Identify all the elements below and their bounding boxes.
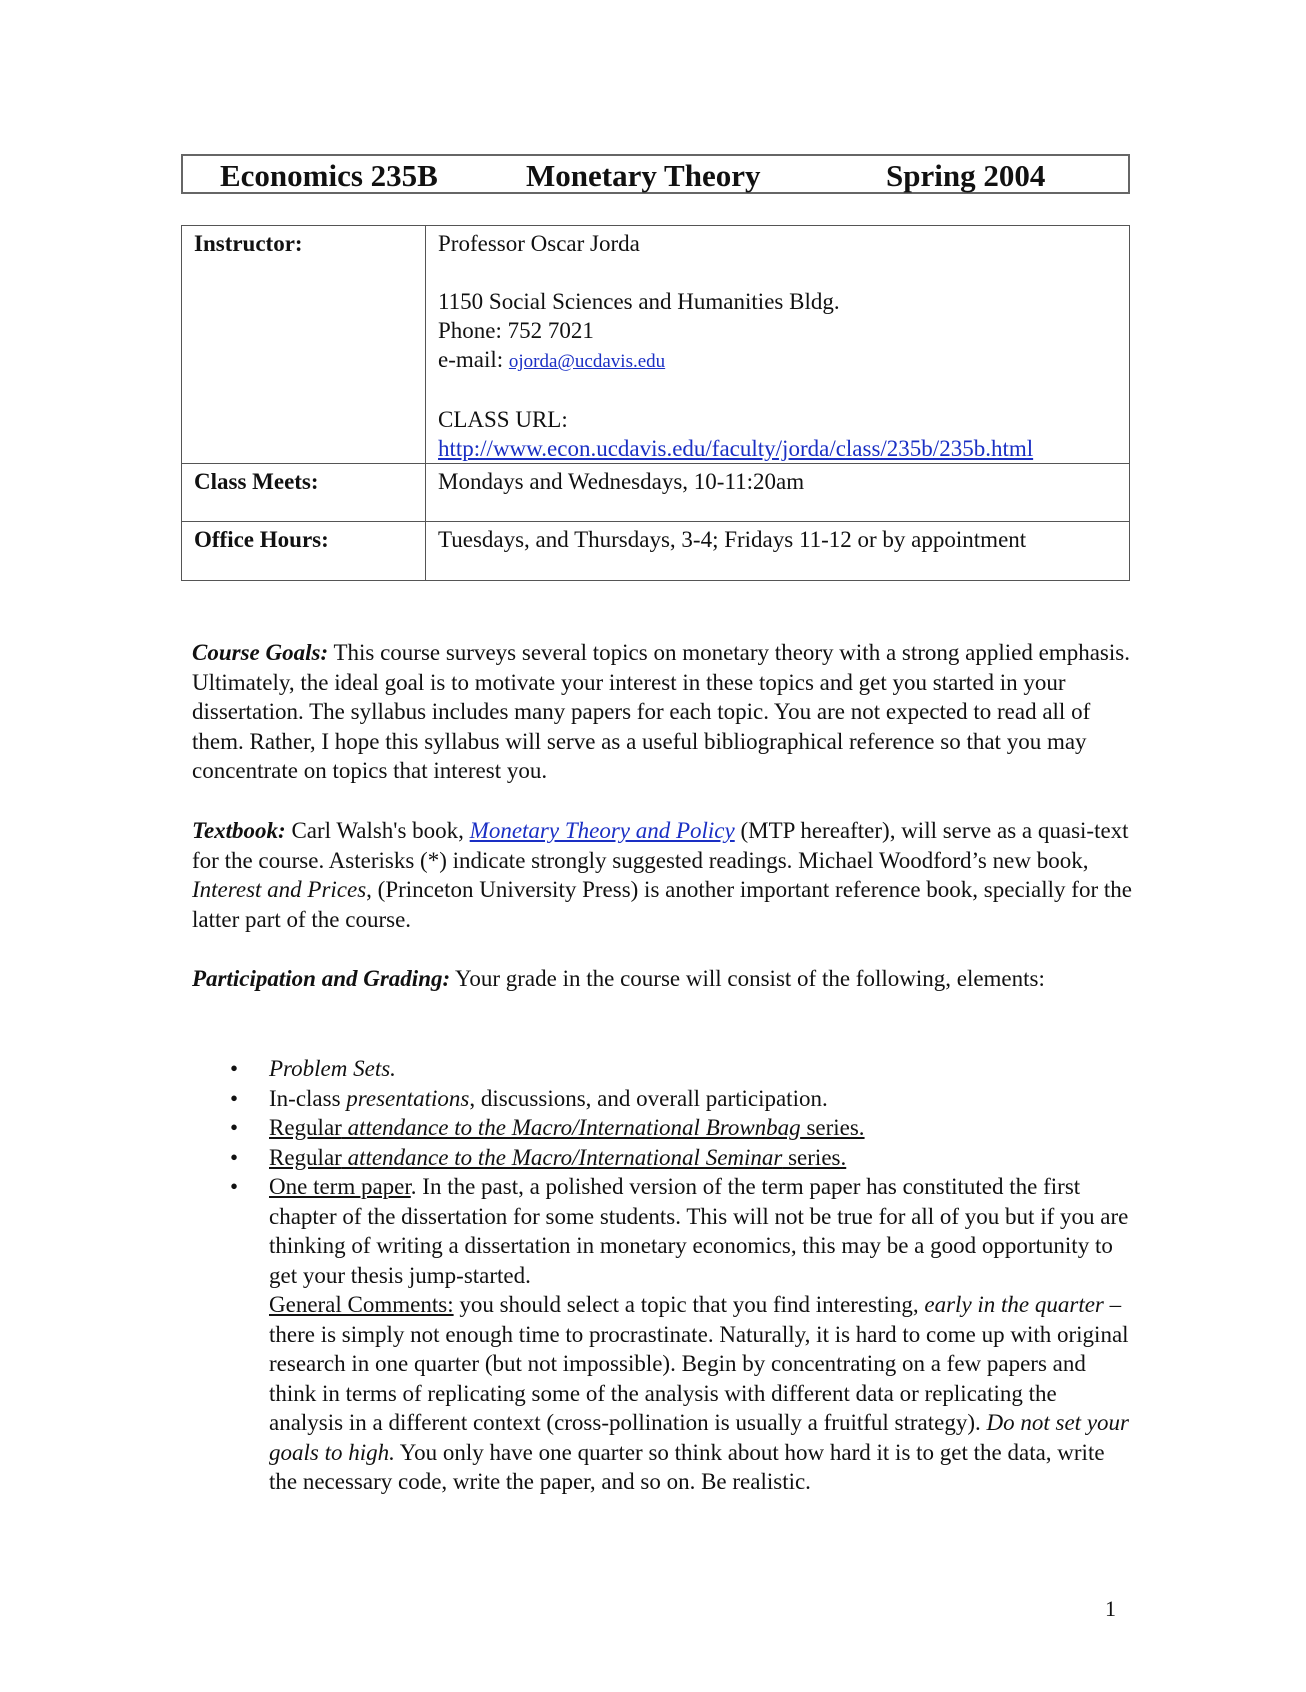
general-comments-text-5: You only have one quarter so think about how hard it is to get the data, write the necessary code, write the paper, and so on. Be realistic.	[269, 1439, 1105, 1494]
email-link[interactable]: ojorda@ucdavis.edu	[508, 351, 666, 372]
textbook-paragraph	[192, 816, 1132, 934]
phone-number: Phone: 752 7021	[438, 318, 594, 343]
list-item	[225, 1113, 1130, 1143]
presentations-text-1: In-class	[269, 1085, 347, 1111]
office-hours-row	[182, 522, 1130, 581]
course-goals-heading: Course Goals:	[192, 640, 329, 665]
general-comments-text-1: you should select a topic that you find interesting,	[453, 1292, 925, 1317]
general-comments	[269, 1290, 1130, 1497]
list-item	[225, 1172, 1130, 1497]
textbook-text-2: (MTP hereafter), will serve as a quasi-text for the course. Asterisks (*) indicate strongly suggested readings. Michael Woodford’s new book,	[192, 818, 1129, 873]
instructor-details	[426, 226, 1130, 464]
woodford-book-title: Interest and Prices	[192, 877, 367, 902]
course-term: Spring 2004	[886, 158, 1046, 193]
course-name: Monetary Theory	[526, 158, 761, 193]
seminar-text-3: series.	[782, 1144, 847, 1170]
bullet-icon: •	[230, 1144, 239, 1170]
brownbag-text-1: Regular	[269, 1115, 342, 1140]
textbook-heading: Textbook:	[192, 818, 286, 843]
grading-elements-list	[225, 1054, 1130, 1497]
class-meets-value: Mondays and Wednesdays, 10-11:20am	[426, 464, 1130, 522]
list-item	[225, 1084, 1130, 1114]
brownbag-text-2: attendance to the Macro/International Brownbag	[341, 1115, 801, 1140]
email-line	[438, 345, 1117, 376]
course-goals-paragraph	[192, 638, 1132, 786]
presentations-text-2: presentations	[346, 1085, 470, 1111]
page-number: 1	[1105, 1596, 1116, 1621]
seminar-text-1: Regular	[269, 1144, 342, 1170]
office-hours-label: Office Hours:	[182, 522, 426, 581]
problem-sets-item: Problem Sets.	[269, 1056, 396, 1081]
bullet-icon: •	[230, 1085, 239, 1111]
list-item	[225, 1054, 1130, 1084]
general-comments-label: General Comments:	[269, 1292, 454, 1317]
seminar-text-2: attendance to the Macro/International Seminar	[341, 1144, 783, 1170]
term-paper-label: One term paper	[269, 1174, 411, 1199]
general-comments-text-4: Do not set your goals to high.	[269, 1410, 1129, 1465]
bullet-icon: •	[230, 1056, 239, 1081]
textbook-text-3: , (Princeton University Press) is another important reference book, specially for the latter part of the course.	[192, 877, 1132, 932]
list-item	[225, 1143, 1130, 1173]
class-url-label: CLASS URL:	[438, 407, 568, 432]
instructor-name: Professor Oscar Jorda	[438, 231, 640, 256]
general-comments-text-2: early in the quarter	[924, 1292, 1104, 1317]
class-url-link[interactable]: http://www.econ.ucdavis.edu/faculty/jorda/class/235b/235b.html	[438, 436, 1034, 461]
bullet-icon: •	[230, 1174, 239, 1199]
class-meets-label: Class Meets:	[182, 464, 426, 522]
grading-paragraph	[192, 964, 1132, 994]
instructor-label: Instructor:	[182, 226, 426, 464]
course-number: Economics 235B	[220, 158, 438, 193]
general-comments-text-3: – there is simply not enough time to procrastinate. Naturally, it is hard to come up with original research in one quarter (but not impossible). Begin by concentrating on a few papers and think in terms of replicating some of the analysis with different data or replicating the analysis in a different context (cross-pollination is usually a fruitful strategy).	[269, 1292, 1129, 1435]
course-info-table	[181, 225, 1130, 581]
grading-text: Your grade in the course will consist of the following, elements:	[450, 966, 1045, 991]
grading-heading: Participation and Grading:	[192, 966, 451, 991]
class-meets-row	[182, 464, 1130, 522]
course-title-box	[181, 154, 1130, 194]
course-goals-text: This course surveys several topics on monetary theory with a strong applied emphasis. Ultimately, the ideal goal is to motivate your interest in these topics and get you started in your dissertation. The syllabus includes many papers for each topic. You are not expected to read all of them. Rather, I hope this syllabus will serve as a useful bibliographical reference so that you may concentrate on topics that interest you.	[192, 640, 1130, 783]
office-address: 1150 Social Sciences and Humanities Bldg.	[438, 289, 840, 314]
brownbag-text-3: series.	[800, 1115, 865, 1140]
term-paper-text: . In the past, a polished version of the term paper has constituted the first chapter of the dissertation for some students. This will not be true for all of you but if you are thinking of writing a dissertation in monetary economics, this may be a good opportunity to get your thesis jump-started.	[269, 1174, 1129, 1288]
bullet-icon: •	[230, 1115, 239, 1140]
office-hours-value: Tuesdays, and Thursdays, 3-4; Fridays 11-12 or by appointment	[426, 522, 1130, 581]
email-label: e-mail:	[438, 347, 509, 372]
textbook-text-1: Carl Walsh's book,	[285, 818, 470, 843]
presentations-text-3: , discussions, and overall participation.	[469, 1085, 828, 1111]
instructor-row	[182, 226, 1130, 464]
textbook-link[interactable]: Monetary Theory and Policy	[469, 818, 735, 843]
